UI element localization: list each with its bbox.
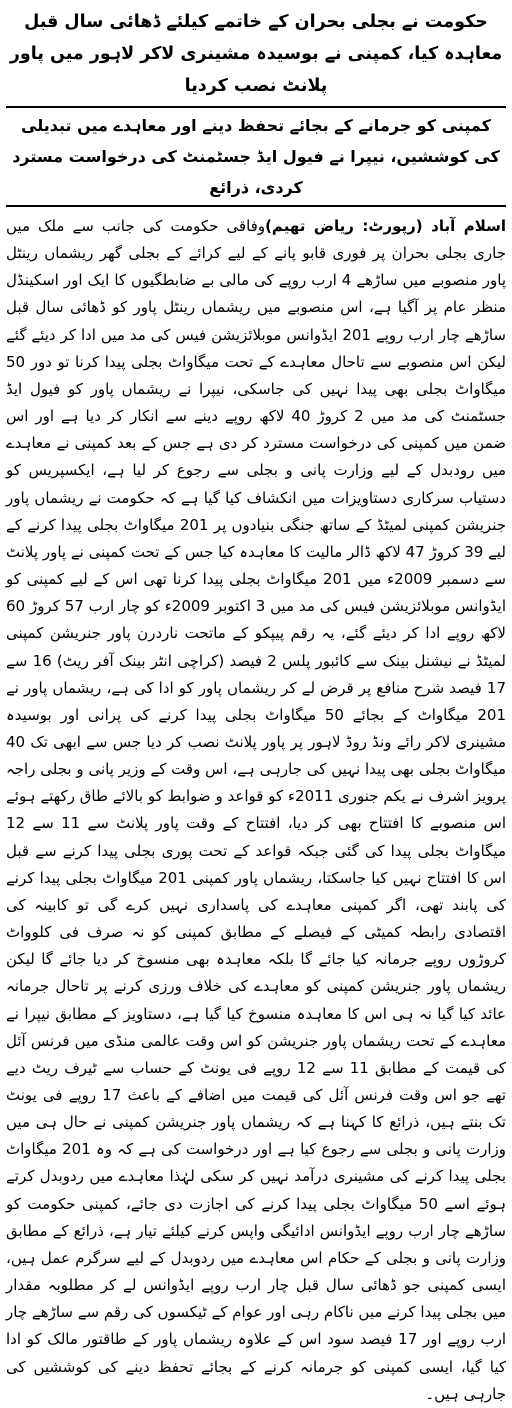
article-headline: حکومت نے بجلی بحران کے خاتمے کیلئے ڈھائی سال قبل معاہدہ کیا، کمپنی نے بوسیدہ مشینری لاکر لاہور میں پاور پلانٹ نصب کردیا <box>9 12 503 96</box>
article-byline: اسلام آباد (رپورٹ: ریاض تھیم) <box>265 217 506 235</box>
article-body-text: وفاقی حکومت کی جانب سے ملک میں جاری بجلی بحران پر فوری قابو پانے کے لیے کرائے کے بجلی گھر ریشماں رینٹل پاور منصوبے میں ساڑھے 4 ارب روپے کی مالی بے ضابطگیوں کا ایک اور اسکینڈل منظر عام پر آگیا ہے، اس منصوبے میں ریشماں رینٹل پاور کو ڈھائی سال قبل ساڑھے چار ارب روپے 201 ایڈوانس موبلائزیشن فیس کی مد میں ادا کر دیئے گئے لیکن اس منصوبے سے تاحال معاہدے کے تحت میگاواٹ بجلی پیدا کرنا تو دور 50 میگاواٹ بجلی بھی پیدا نہیں کی جاسکی، نیپرا نے ریشماں پاور کو فیول ایڈ جسٹمنٹ کی مد میں 2 کروڑ 40 لاکھ روپے دینے سے انکار کر دیا ہے اور اس ضمن میں کمپنی کی درخواست مسترد کر دی ہے جس کے بعد کمپنی نے معاہدے میں رودبدل کے لیے وزارت پانی و بجلی سے رجوع کر لیا ہے، ایکسپریس کو دستیاب سرکاری دستاویزات میں انکشاف کیا گیا ہے کہ حکومت نے ریشماں پاور جنریشن کمپنی لمیٹڈ کے ساتھ جنگی بنیادوں پر 201 میگاواٹ بجلی پیدا کرنے کے لیے 39 کروڑ 47 لاکھ ڈالر مالیت کا معاہدہ کیا جس کے تحت کمپنی نے پاور پلانٹ سے دسمبر 2009ء میں 201 میگاواٹ بجلی پیدا کرنا تھی اس کے لیے کمپنی کو ایڈوانس موبلائزیشن فیس کی مد میں 3 اکتوبر 2009ء کو چار ارب 57 کروڑ 60 لاکھ روپے ادا کر دیئے گئے، یہ رقم پیپکو کے ماتحت ناردرن پاور جنریشن کمپنی لمیٹڈ نے نیشنل بینک سے کائبور پلس 2 فیصد (کراچی انٹر بینک آفر ریٹ) 16 سے 17 فیصد شرح منافع پر قرض لے کر ریشماں پاور کو ادا کی ہے، ریشماں پاور نے 201 میگاواٹ کے بجائے 50 میگاواٹ بجلی پیدا کرنے کی پرانی اور بوسیدہ مشینری لاکر رائے ونڈ روڈ لاہور پر پاور پلانٹ نصب کر دیا جس سے ابھی تک 40 میگاواٹ بجلی بھی پیدا نہیں کی جارہی ہے، اس وقت کے وزیر پانی و بجلی راجہ پرویز اشرف نے یکم جنوری 2011ء کو قواعد و ضوابط کو بالائے طاق رکھتے ہوئے اس منصوبے کا افتتاح بھی کر دیا، افتتاح کے وقت پاور پلانٹ سے 11 سے 12 میگاواٹ بجلی پیدا کی گئی جبکہ قواعد کے تحت پوری بجلی پیدا کرنے سے قبل اس کا افتتاح نہیں کیا جاسکتا، ریشماں پاور کمپنی 201 میگاواٹ بجلی پیدا کرنے کی پابند تھی، اگر کمپنی معاہدے کی پاسداری نہیں کرے گی تو کابینہ کی اقتصادی رابطہ کمیٹی کے فیصلے کے مطابق کمپنی کو نہ صرف فی کلوواٹ کروڑوں روپے جرمانہ کیا جائے گا بلکہ معاہدہ بھی منسوخ کر دیا جائے گا لیکن ریشماں پاور جنریشن کمپنی کو معاہدے کی خلاف ورزی کرنے پر تاحال جرمانہ عائد کیا گیا نہ ہی اس کا معاہدہ منسوخ کیا گیا ہے، دستاویز کے مطابق نیپرا نے معاہدے کے تحت ریشماں پاور جنریشن کو اس وقت عالمی منڈی میں فرنس آئل کی قیمت کے مطابق 11 سے 12 روپے فی یونٹ کے حساب سے ٹیرف ریٹ دیے تھے جو اس وقت فرنس آئل کی قیمت میں اضافے کے باعث 17 روپے فی یونٹ تک بنتے ہیں، ذرائع کا کہنا ہے کہ ریشماں پاور جنریشن کمپنی نے حال ہی میں وزارت پانی و بجلی سے رجوع کیا ہے اور درخواست کی ہے کہ وہ 201 میگاواٹ بجلی پیدا کرنے کی مشینری درآمد نہیں کر سکی لہٰذا معاہدے میں ردوبدل کرتے ہوئے اسے 50 میگاواٹ بجلی پیدا کرنے کی اجازت دی جائے، کمپنی حکومت کو ساڑھے چار ارب روپے ایڈوانس ادائیگی واپس کرنے کیلئے تیار ہے، ذرائع کے مطابق وزارت پانی و بجلی کے حکام اس معاہدے میں ردوبدل کے لیے سرگرم عمل ہیں، ایسی کمپنی جو ڈھائی سال قبل چار ارب روپے ایڈوانس لے کر مطلوبہ مقدار میں بجلی پیدا کرنے میں ناکام رہی اور عوام کے ٹیکسوں کی رقم سے ساڑھے چار ارب روپے اور 17 فیصد سود اس کے علاوہ ریشماں پاور کے طاقتور مالک کو ادا کیا گیا، ایسی کمپنی کو جرمانہ کرنے کے بجائے تحفظ دینے کی کوششیں کی جارہی ہیں۔ <box>6 217 507 1403</box>
article-subheadline: کمپنی کو جرمانے کے بجائے تحفظ دینے اور معاہدے میں تبدیلی کی کوششیں، نیپرا نے فیول ایڈ جسٹمنٹ کی درخواست مسترد کردی، ذرائع <box>6 106 506 207</box>
article-body-paragraph <box>6 213 506 1408</box>
